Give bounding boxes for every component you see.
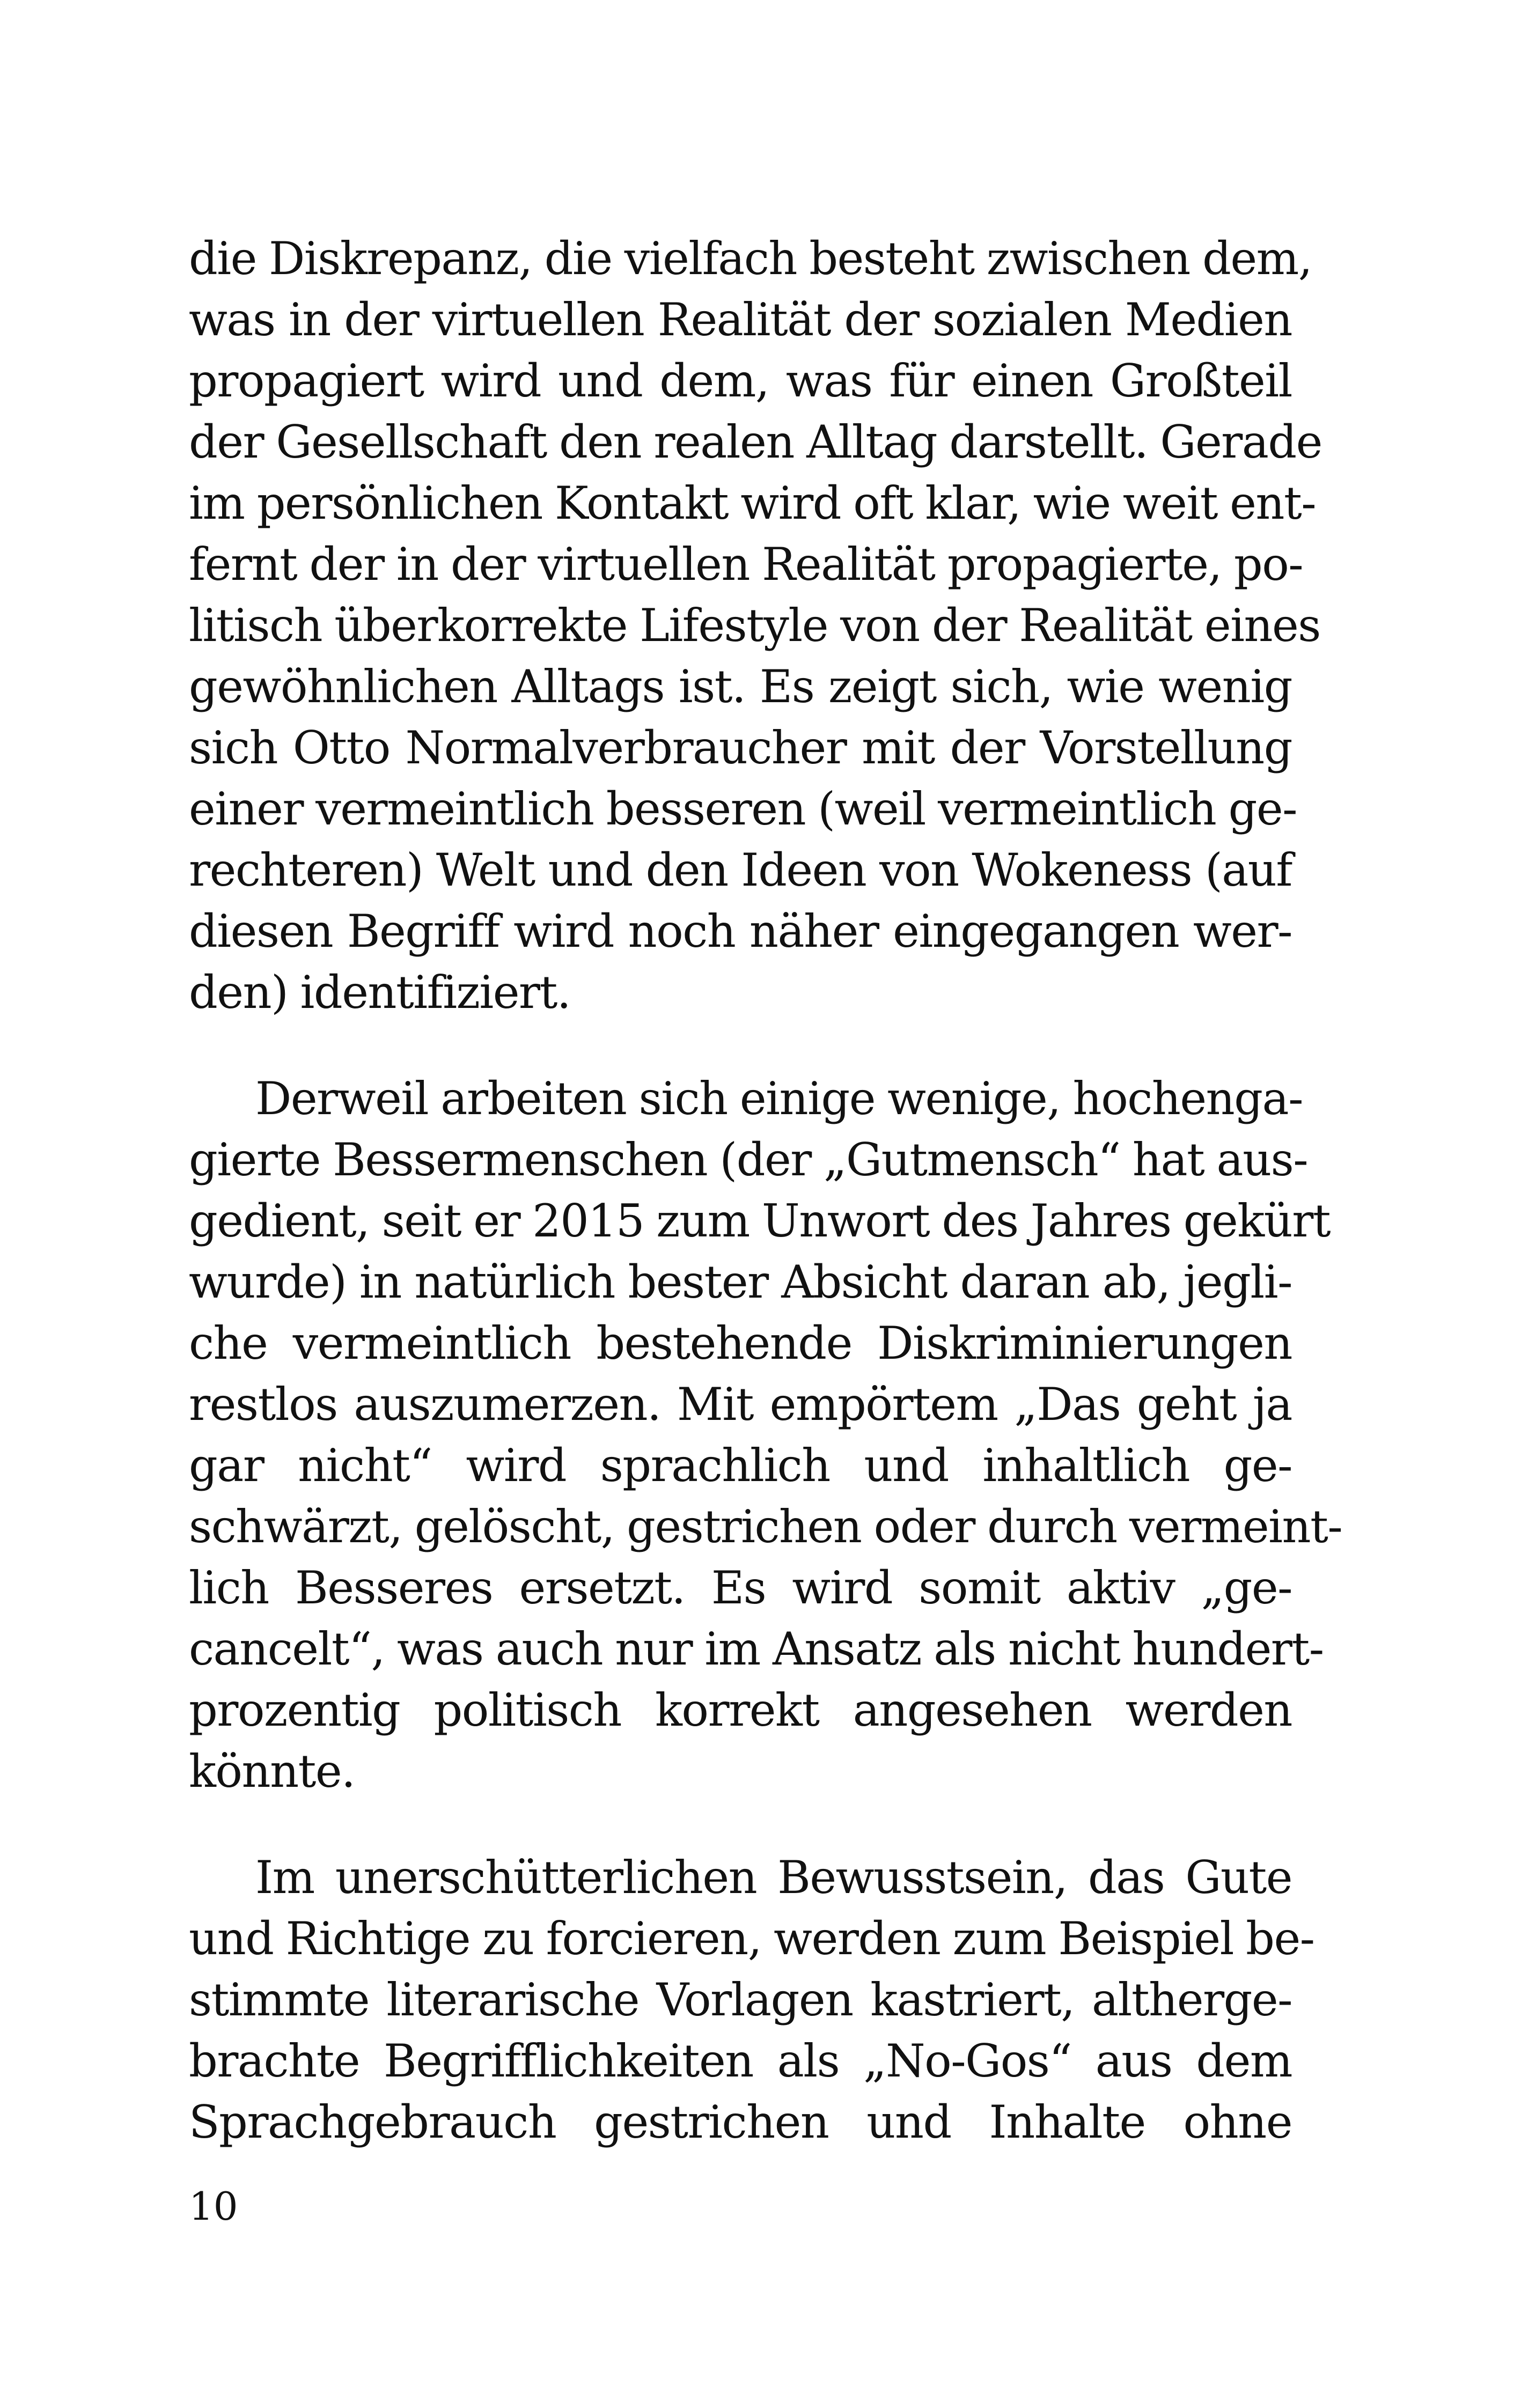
text-line: cancelt“, was auch nur im Ansatz als nicht hundert-	[189, 1623, 1324, 1675]
text-line: den) identifiziert.	[189, 966, 571, 1019]
text-line: lich Besseres ersetzt. Es wird somit aktiv „ge-	[189, 1562, 1292, 1614]
text-line: diesen Begriff wird noch näher eingegangen wer-	[189, 905, 1292, 958]
text-line: litisch überkorrekte Lifestyle von der Realität eines	[189, 599, 1320, 652]
text-line: prozentig politisch korrekt angesehen werden	[189, 1684, 1292, 1736]
text-line: stimmte literarische Vorlagen kastriert, altherge-	[189, 1973, 1292, 2026]
text-line: Sprachgebrauch gestrichen und Inhalte ohne	[189, 2096, 1292, 2148]
text-line: gar nicht“ wird sprachlich und inhaltlich ge-	[189, 1439, 1292, 1492]
text-line: Im unerschütterlichen Bewusstsein, das Gute	[255, 1851, 1292, 1904]
text-line: rechteren) Welt und den Ideen von Wokeness (auf	[189, 844, 1292, 896]
text-line: was in der virtuellen Realität der sozialen Medien	[189, 293, 1292, 346]
text-line: gewöhnlichen Alltags ist. Es zeigt sich, wie wenig	[189, 660, 1292, 713]
text-line: der Gesellschaft den realen Alltag darstellt. Gerade	[189, 416, 1322, 468]
paragraph-2	[189, 1068, 1342, 1802]
text-line: brachte Begrifflichkeiten als „No-Gos“ aus dem	[189, 2035, 1292, 2087]
paragraph-1	[189, 228, 1322, 1023]
text-line: schwärzt, gelöscht, gestrichen oder durch vermeint-	[189, 1500, 1342, 1553]
text-line: könnte.	[189, 1745, 355, 1798]
page-number: 10	[189, 2184, 238, 2229]
text-line: im persönlichen Kontakt wird oft klar, wie weit ent-	[189, 477, 1316, 529]
body-text	[189, 228, 1342, 2153]
text-line: die Diskrepanz, die vielfach besteht zwischen dem,	[189, 232, 1312, 285]
text-line: propagiert wird und dem, was für einen Großteil	[189, 355, 1292, 407]
paragraph-3	[189, 1847, 1314, 2153]
text-line: einer vermeintlich besseren (weil vermeintlich ge-	[189, 783, 1297, 835]
text-line: che vermeintlich bestehende Diskriminierungen	[189, 1317, 1292, 1369]
text-line: wurde) in natürlich bester Absicht daran ab, jegli-	[189, 1256, 1292, 1308]
text-line: und Richtige zu forcieren, werden zum Beispiel be-	[189, 1912, 1314, 1965]
text-line: gierte Bessermenschen (der „Gutmensch“ hat aus-	[189, 1133, 1308, 1186]
text-line: fernt der in der virtuellen Realität propagierte, po-	[189, 538, 1303, 591]
text-line: gedient, seit er 2015 zum Unwort des Jahres gekürt	[189, 1195, 1331, 1247]
text-line: sich Otto Normalverbraucher mit der Vorstellung	[189, 721, 1292, 774]
text-line: Derweil arbeiten sich einige wenige, hochenga-	[255, 1072, 1303, 1125]
text-line: restlos auszumerzen. Mit empörtem „Das geht ja	[189, 1378, 1292, 1431]
